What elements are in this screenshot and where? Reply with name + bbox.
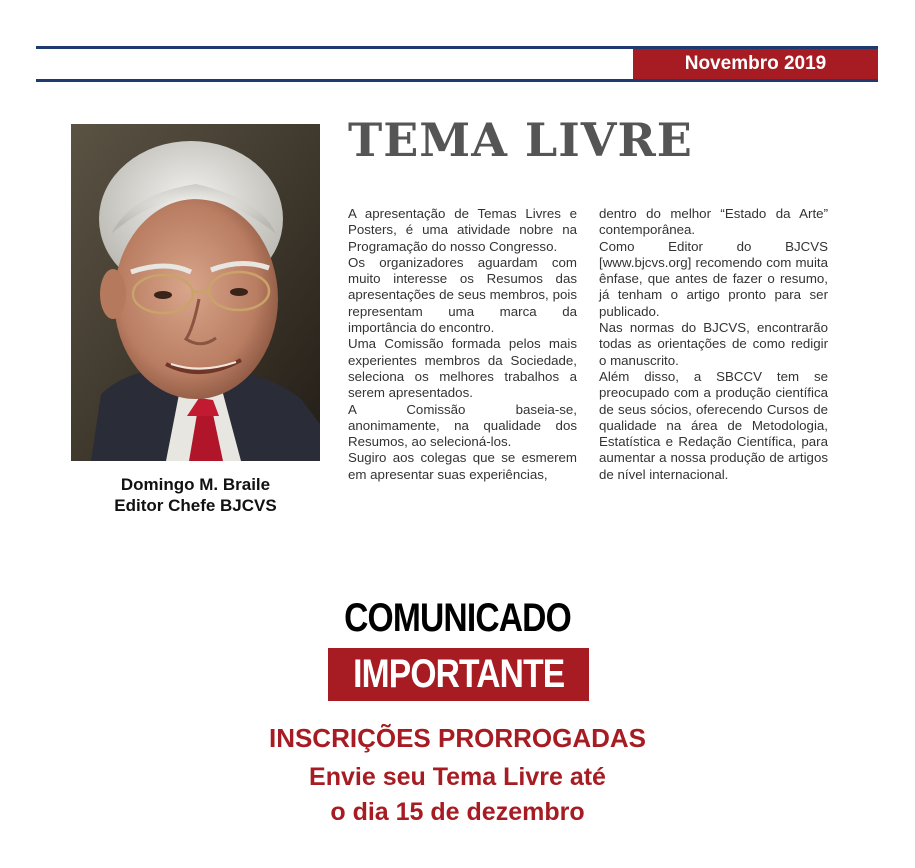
article-title: TEMA LIVRE [348, 113, 693, 167]
paragraph: Sugiro aos colegas que se esmerem em apresentar suas experiências, [348, 450, 577, 482]
paragraph: dentro do melhor “Estado da Arte” contemporânea. [599, 206, 828, 238]
paragraph: Além disso, a SBCCV tem se preocupado com a produção científica de seus sócios, oferecendo Cursos de qualidade na área de Metodologia, Estatística e Redação Científica, para aumentar a nossa produção de artigos de nível internacional. [599, 368, 828, 482]
paragraph: Nas normas do BJCVS, encontrarão todas as orientações de como redigir o manuscrito. [599, 320, 828, 368]
notice-heading: COMUNICADO [344, 596, 571, 640]
author-photo [71, 124, 320, 461]
notice-highlight: IMPORTANTE [352, 652, 565, 696]
notice-highlight-box [328, 648, 589, 701]
portrait-image [71, 124, 320, 461]
paragraph: Uma Comissão formada pelos mais experientes membros da Sociedade, seleciona os melhores trabalhos a serem apresentados. [348, 336, 577, 401]
notice-line: Envie seu Tema Livre até [309, 763, 606, 791]
issue-date: Novembro 2019 [684, 53, 827, 74]
author-name: Domingo M. Braile [120, 475, 271, 494]
paragraph: A Comissão baseia-se, anonimamente, na qualidade dos Resumos, ao selecioná-los. [348, 401, 577, 450]
paragraph: Como Editor do BJCVS [www.bjcvs.org] recomendo com muita ênfase, que antes de fazer o resumo, já tenham o artigo pronto para ser publicado. [599, 238, 828, 319]
header-rule-bottom [36, 79, 878, 82]
author-role: Editor Chefe BJCVS [114, 496, 277, 515]
paragraph: Os organizadores aguardam com muito interesse os Resumos das apresentações de seus membros, pois representam uma marca da importância do encontro. [348, 254, 577, 336]
notice-subheading: INSCRIÇÕES PRORROGADAS [268, 723, 647, 753]
issue-date-badge [633, 49, 878, 79]
article-column-2 [599, 206, 828, 483]
paragraph: A apresentação de Temas Livres e Posters, é uma atividade nobre na Programação do nosso Congresso. [348, 206, 577, 254]
notice-line: o dia 15 de dezembro [330, 798, 585, 826]
author-caption [71, 474, 320, 516]
article-column-1 [348, 206, 577, 483]
